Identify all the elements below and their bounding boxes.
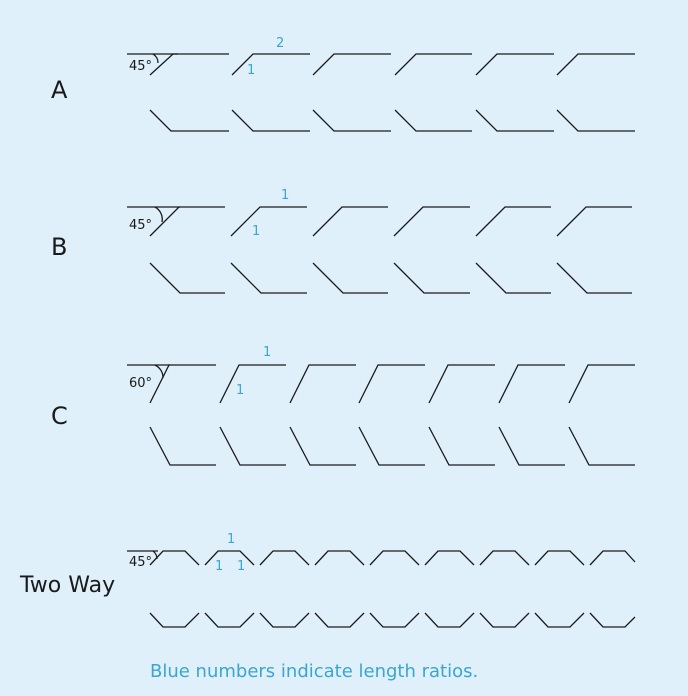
- row-b-bottom-shape: [394, 263, 470, 293]
- row-a-shapes: [127, 36, 635, 131]
- row-b-top-shape: [150, 207, 225, 236]
- row-two-way-bottom-shape: [205, 613, 254, 627]
- row-b-top-shape: [557, 207, 632, 236]
- row-two-way-diag-ratio-left: 1: [215, 559, 224, 574]
- row-two-way-bottom-shape: [425, 613, 474, 627]
- row-a-bottom-shape: [476, 110, 554, 131]
- row-a-angle-arc: [153, 54, 158, 63]
- row-c-bottom-shape: [150, 427, 216, 465]
- row-two-way-top-shape: [425, 551, 474, 565]
- row-two-way-bottom-shape: [315, 613, 364, 627]
- row-a-angle-label: 45°: [129, 59, 153, 74]
- row-label-b: B: [51, 233, 68, 261]
- row-c-top-shape: [290, 365, 356, 403]
- row-b-shapes: [127, 188, 632, 293]
- row-b-top-shape: [313, 207, 388, 236]
- row-c-angle-label: 60°: [129, 376, 153, 391]
- row-c-angle-arc: [155, 365, 163, 378]
- row-b-bottom-shape: [557, 263, 632, 293]
- row-c-top-shape: [499, 365, 565, 403]
- row-a-bottom-shape: [395, 110, 472, 131]
- row-a-bottom-shape: [313, 110, 391, 131]
- row-b-top-ratio: 1: [281, 188, 290, 203]
- row-two-way-shapes: [127, 532, 635, 627]
- row-two-way-angle-arc: [153, 551, 157, 559]
- row-b-top-shape: [231, 207, 307, 236]
- row-two-way-diag-ratio-right: 1: [237, 559, 246, 574]
- row-c-bottom-shape: [429, 427, 495, 465]
- row-two-way-top-shape: [260, 551, 309, 565]
- row-two-way-top-ratio: 1: [227, 532, 236, 547]
- row-c-top-ratio: 1: [263, 345, 272, 360]
- row-b-angle-arc: [155, 207, 162, 222]
- row-two-way-top-shape: [315, 551, 364, 565]
- row-a-top-ratio: 2: [276, 36, 285, 51]
- row-c-bottom-shape: [359, 427, 425, 465]
- row-c-top-shape: [569, 365, 635, 403]
- row-a-top-shape: [395, 54, 472, 75]
- row-two-way-top-shape: [205, 551, 254, 565]
- row-a-top-shape: [476, 54, 554, 75]
- row-c-bottom-shape: [290, 427, 356, 465]
- row-a-top-shape: [313, 54, 391, 75]
- row-c-shapes: [127, 345, 635, 465]
- row-two-way-top-shape: [535, 551, 584, 565]
- row-two-way-top-shape: [590, 551, 635, 565]
- row-b-bottom-shape: [231, 263, 307, 293]
- row-label-two-way: Two Way: [20, 573, 116, 598]
- row-c-top-shape: [220, 365, 286, 403]
- row-b-diag-ratio: 1: [252, 224, 261, 239]
- row-a-bottom-shape: [557, 110, 635, 131]
- row-two-way-bottom-shape: [260, 613, 309, 627]
- row-two-way-bottom-shape: [590, 613, 635, 627]
- row-a-top-shape: [232, 54, 310, 75]
- row-two-way-bottom-shape: [150, 613, 199, 627]
- row-two-way-bottom-shape: [370, 613, 419, 627]
- row-b-bottom-shape: [476, 263, 551, 293]
- row-b-top-shape: [476, 207, 551, 236]
- row-two-way-bottom-shape: [480, 613, 529, 627]
- row-c-top-shape: [429, 365, 495, 403]
- row-c-bottom-shape: [220, 427, 286, 465]
- row-b-top-shape: [394, 207, 470, 236]
- row-a-top-shape: [150, 54, 229, 75]
- row-a-top-shape: [557, 54, 635, 75]
- row-two-way-bottom-shape: [535, 613, 584, 627]
- row-c-diag-ratio: 1: [236, 383, 245, 398]
- row-two-way-top-shape: [370, 551, 419, 565]
- row-b-bottom-shape: [313, 263, 388, 293]
- row-a-bottom-shape: [232, 110, 310, 131]
- row-c-bottom-shape: [499, 427, 565, 465]
- row-label-a: A: [51, 76, 68, 104]
- row-a-diag-ratio: 1: [247, 63, 256, 78]
- row-c-bottom-shape: [569, 427, 635, 465]
- row-b-bottom-shape: [150, 263, 225, 293]
- row-label-c: C: [51, 402, 68, 430]
- row-c-top-shape: [359, 365, 425, 403]
- caption: Blue numbers indicate length ratios.: [150, 661, 479, 682]
- row-c-top-shape: [150, 365, 216, 403]
- row-two-way-top-shape: [480, 551, 529, 565]
- row-b-angle-label: 45°: [129, 218, 153, 233]
- row-two-way-angle-label: 45°: [129, 555, 153, 570]
- row-a-bottom-shape: [150, 110, 229, 131]
